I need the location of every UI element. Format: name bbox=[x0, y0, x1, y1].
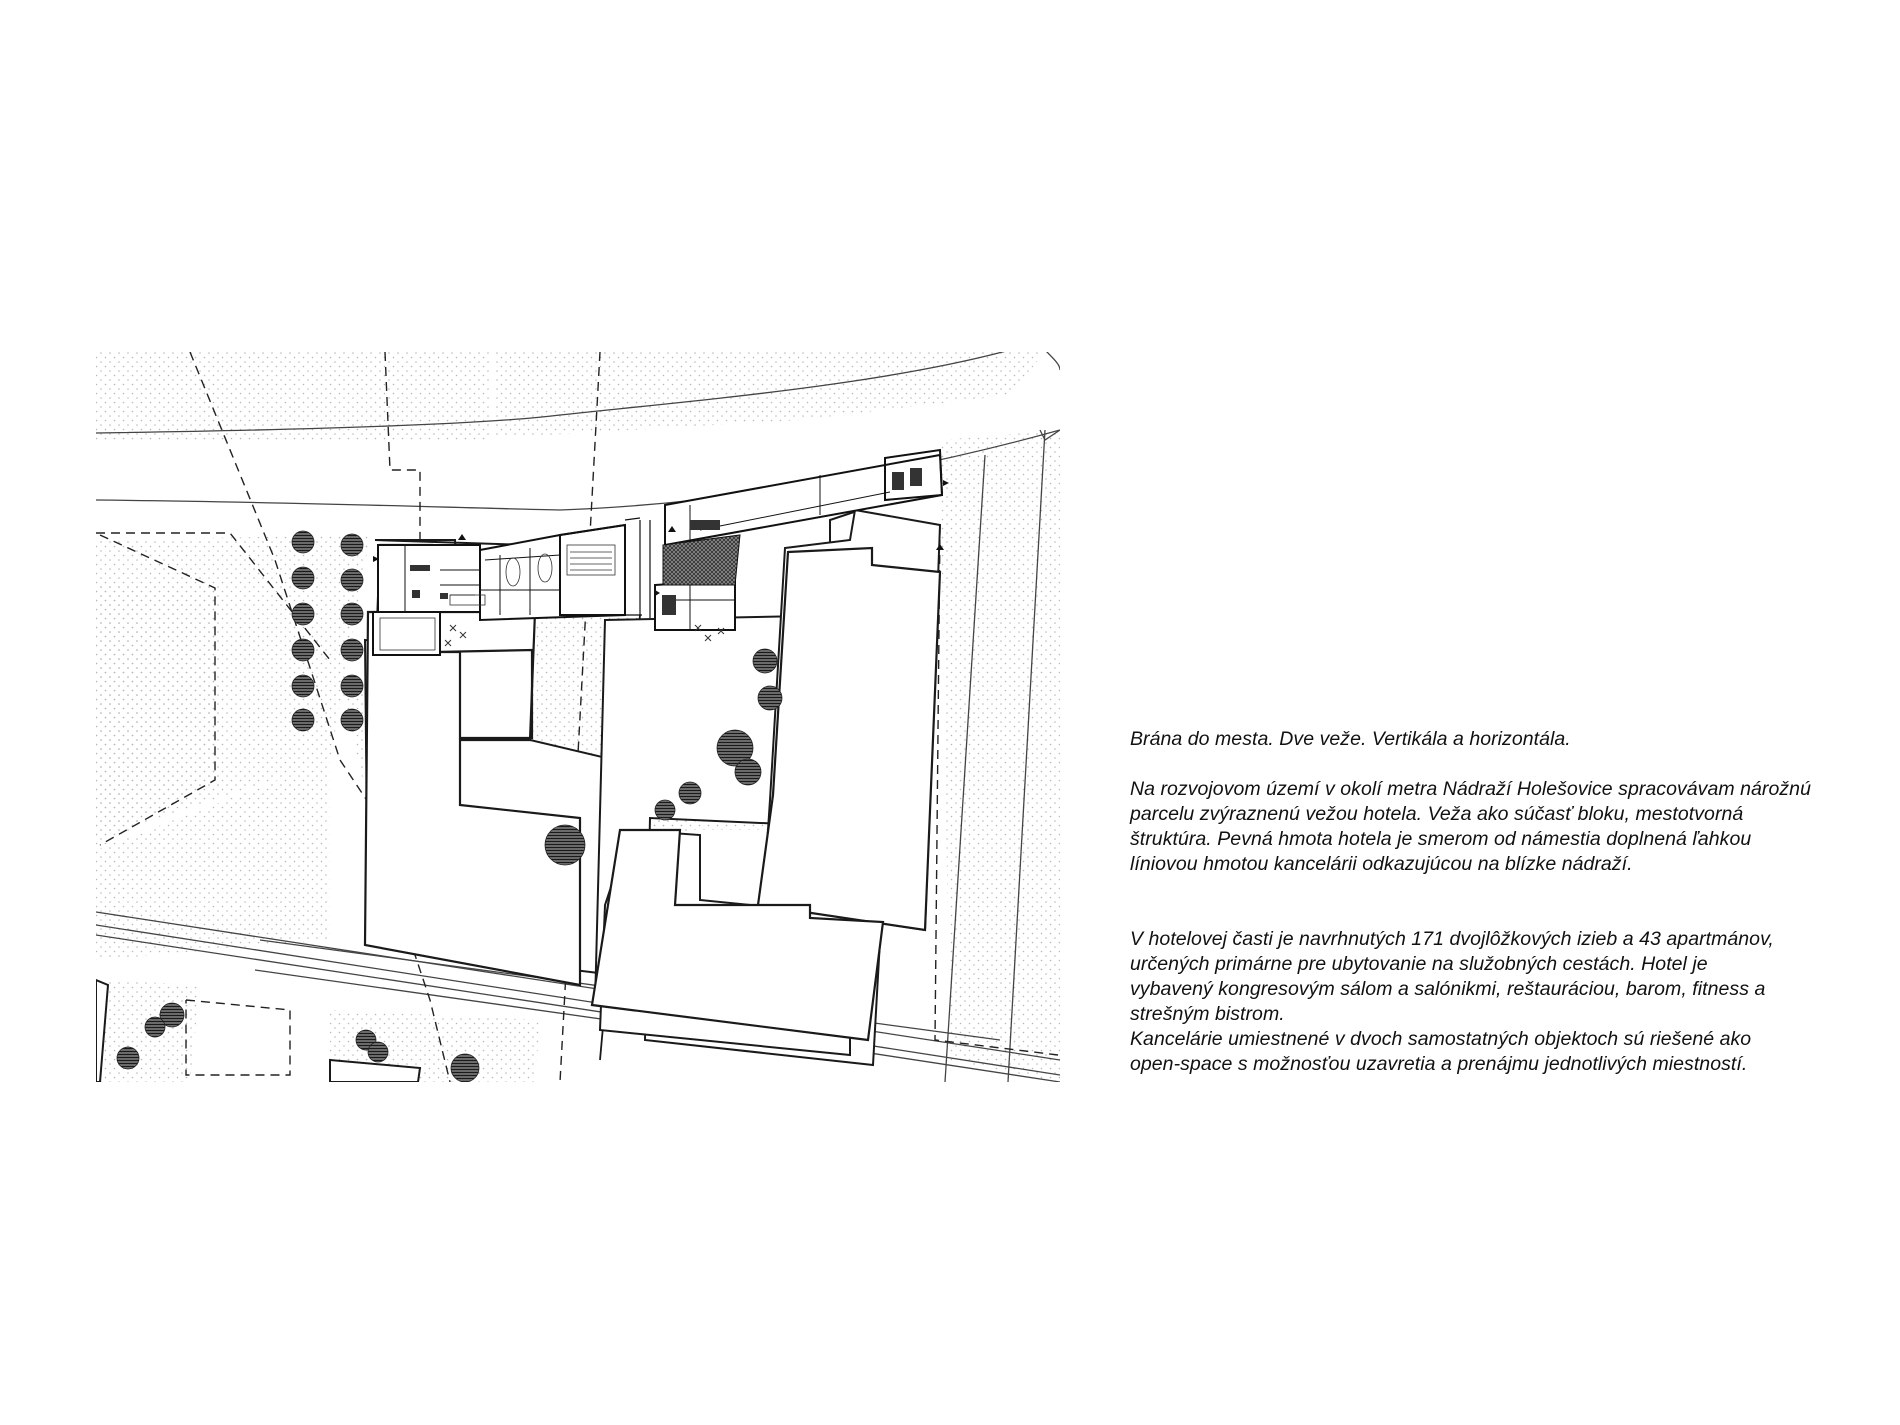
description-title: Brána do mesta. Dve veže. Vertikála a horizontála. bbox=[1130, 728, 1571, 750]
description-line: určených primárne pre ubytovanie na služobných cestách. Hotel je bbox=[1130, 953, 1708, 975]
description-line: líniovou hmotou kancelárii odkazujúcou na blízke nádraží. bbox=[1130, 853, 1633, 875]
description-line: štruktúra. Pevná hmota hotela je smerom od námestia doplnená ľahkou bbox=[1130, 828, 1752, 850]
description-line: Na rozvojovom území v okolí metra Nádraží Holešovice spracovávam nárožnú bbox=[1130, 778, 1811, 800]
plan-area bbox=[96, 350, 1060, 1082]
project-description bbox=[1130, 727, 1860, 1077]
description-line: vybavený kongresovým sálom a salónikmi, reštauráciou, barom, fitness a bbox=[1130, 978, 1766, 1000]
description-line: V hotelovej časti je navrhnutých 171 dvojlôžkových izieb a 43 apartmánov, bbox=[1130, 928, 1774, 950]
description-line: parcelu zvýraznenú vežou hotela. Veža ako súčasť bloku, mestotvorná bbox=[1130, 803, 1744, 825]
description-line: strešným bistrom. bbox=[1130, 1003, 1285, 1025]
description-line: Kancelárie umiestnené v dvoch samostatných objektoch sú riešené ako bbox=[1130, 1028, 1752, 1050]
description-line: open-space s možnosťou uzavretia a prenájmu jednotlivých miestností. bbox=[1130, 1053, 1748, 1075]
